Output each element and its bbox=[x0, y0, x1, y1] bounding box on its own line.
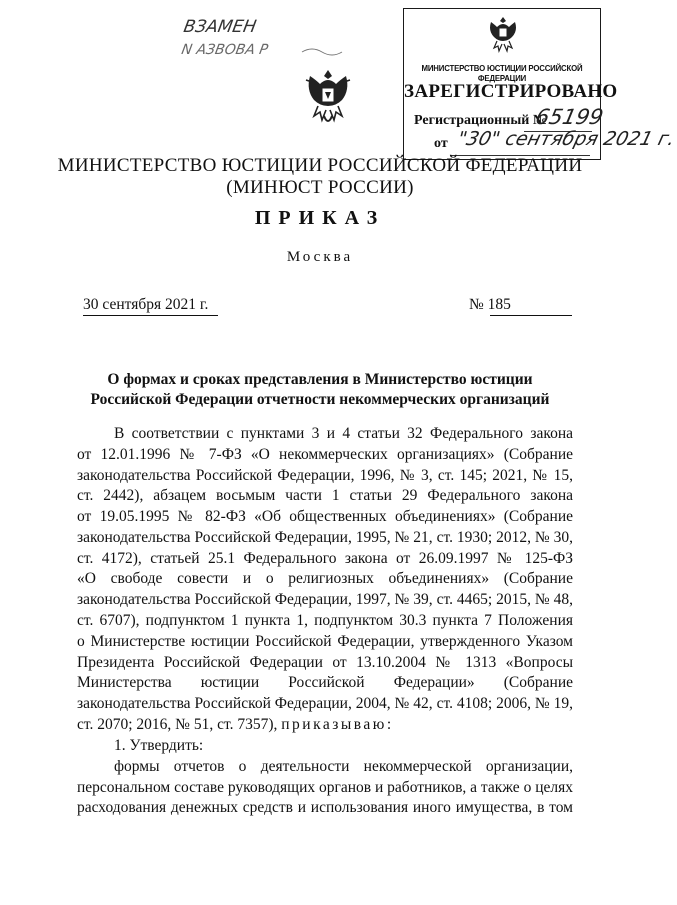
ministry-line2: (МИНЮСТ РОССИИ) bbox=[226, 177, 414, 198]
ministry-line1: МИНИСТЕРСТВО ЮСТИЦИИ РОССИЙСКОЙ ФЕДЕРАЦИИ bbox=[57, 155, 583, 176]
stamp-emblem-icon bbox=[486, 15, 520, 55]
order-command: приказываю: bbox=[281, 716, 394, 733]
body-last-prefix: ст. 2070; 2016, № 51, ст. 7357), bbox=[77, 716, 278, 733]
body-line: расходования денежных средств и использования иного имущества, в том bbox=[77, 799, 573, 816]
body-line: Президента Российской Федерации от 13.10.2004 № 1313 «Вопросы bbox=[77, 654, 573, 671]
body-line: персональном составе руководящих органов и работников, а также о целях bbox=[77, 779, 573, 796]
body-line: законодательства Российской Федерации, 1997, № 39, ст. 4465; 2015, № 48, bbox=[77, 591, 573, 608]
document-date: 30 сентября 2021 г. bbox=[83, 296, 209, 313]
stamp-date-label: от bbox=[434, 136, 448, 151]
stamp-ministry: МИНИСТЕРСТВО ЮСТИЦИИ РОССИЙСКОЙ ФЕДЕРАЦИИ bbox=[421, 63, 583, 83]
body-line: В соответствии с пунктами 3 и 4 статьи 32 Федерального закона bbox=[114, 425, 573, 442]
registration-stamp bbox=[403, 8, 677, 160]
body-line: о Министерстве юстиции Российской Федерации, утвержденного Указом bbox=[77, 633, 573, 650]
body-line: формы отчетов о деятельности некоммерческой организации, bbox=[114, 758, 573, 775]
stamp-date-value: "30" сентября 2021 г. bbox=[455, 128, 677, 150]
document-number: № 185 bbox=[469, 296, 511, 313]
body-line: Министерства юстиции Российской Федерации» (Собрание bbox=[77, 674, 573, 691]
body-line: от 12.01.1996 № 7-ФЗ «О некоммерческих организациях» (Собрание bbox=[77, 446, 573, 463]
body-line: законодательства Российской Федерации, 1995, № 21, ст. 1930; 2012, № 30, bbox=[77, 529, 573, 546]
handwritten-line1: ВЗАМЕН bbox=[181, 17, 258, 37]
stamp-reg-number-value: 65199 bbox=[533, 105, 606, 129]
document-title bbox=[0, 370, 640, 410]
title-line1: О формах и сроках представления в Министерство юстиции bbox=[107, 371, 533, 388]
body-line: законодательства Российской Федерации, 2004, № 42, ст. 4108; 2006, № 19, bbox=[77, 695, 573, 712]
body-line: ст. 2442), абзацем восьмым части 1 статьи 29 Федерального закона bbox=[77, 487, 573, 504]
number-underline bbox=[490, 315, 572, 316]
document-type: ПРИКАЗ bbox=[254, 207, 386, 229]
body-line: ст. 4172), статьей 25.1 Федерального закона от 26.09.1997 № 125-ФЗ bbox=[77, 550, 573, 567]
item-1: 1. Утвердить: bbox=[114, 737, 204, 754]
ministry-name bbox=[0, 155, 640, 199]
handwritten-line2: N АЗВОВА Р bbox=[180, 42, 270, 58]
city: Москва bbox=[286, 249, 354, 265]
body-line: законодательства Российской Федерации, 1996, № 3, ст. 145; 2021, № 15, bbox=[77, 467, 573, 484]
date-underline bbox=[83, 315, 218, 316]
body-line: ст. 6707), подпунктом 1 пункта 1, подпунктом 30.3 пункта 7 Положения bbox=[77, 612, 573, 629]
stamp-reg-number-label: Регистрационный № bbox=[414, 113, 547, 128]
body-line: от 19.05.1995 № 82-ФЗ «Об общественных объединениях» (Собрание bbox=[77, 508, 573, 525]
coat-of-arms-icon bbox=[300, 66, 356, 130]
handwritten-note bbox=[182, 14, 382, 60]
title-line2: Российской Федерации отчетности некоммерческих организаций bbox=[90, 391, 550, 408]
body-line: «О свободе совести и о религиозных объединениях» (Собрание bbox=[77, 570, 573, 587]
stamp-registered: ЗАРЕГИСТРИРОВАНО bbox=[404, 81, 618, 102]
body-line-last bbox=[77, 716, 573, 734]
